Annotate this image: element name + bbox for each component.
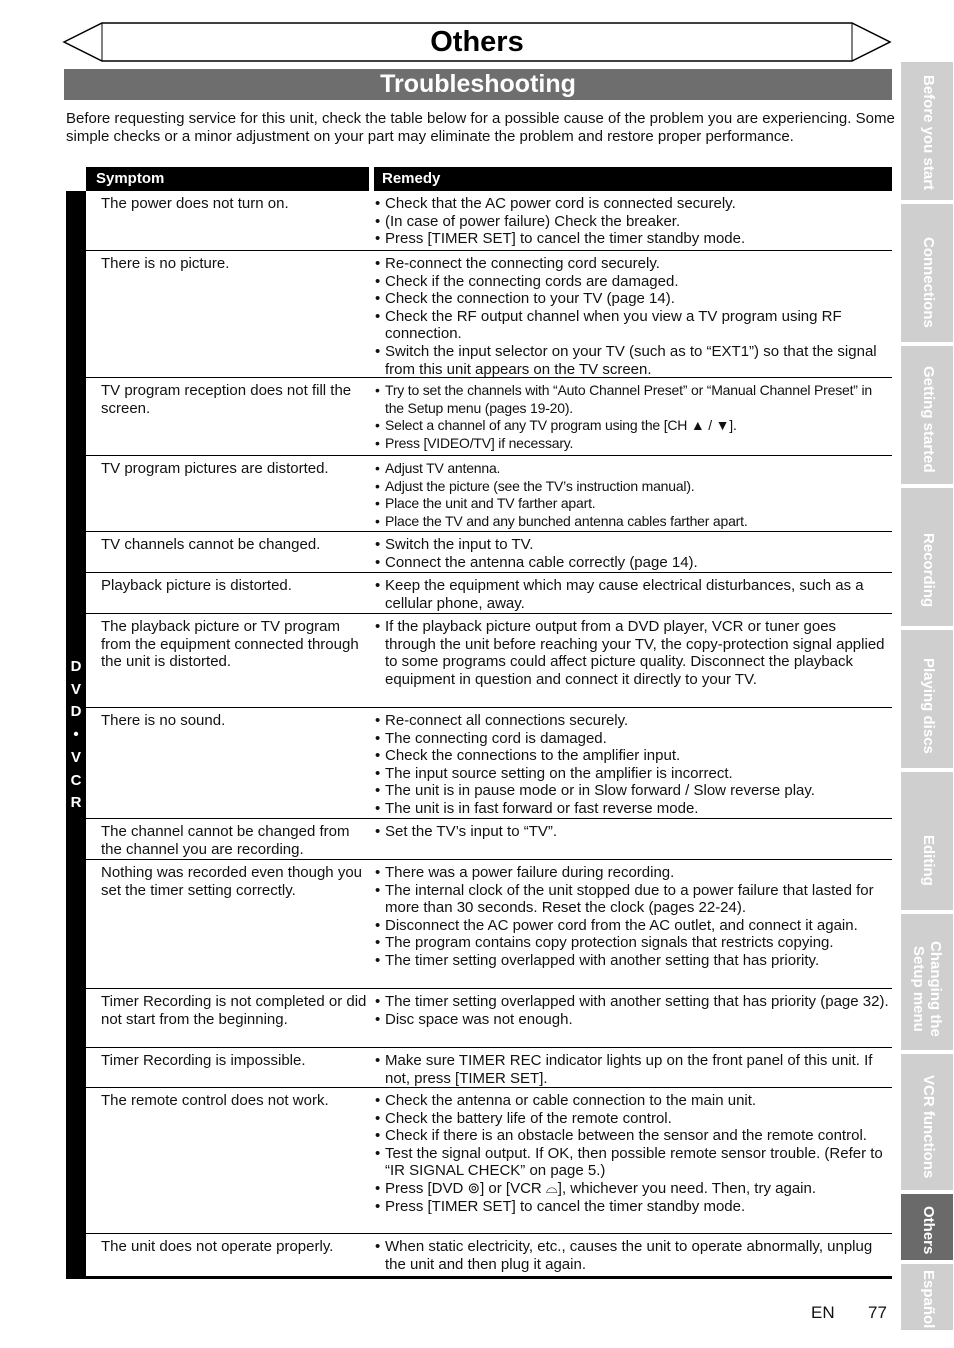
table-row xyxy=(86,251,892,378)
footer-language: EN xyxy=(811,1303,835,1322)
symptom-cell: Nothing was recorded even though you set the timer setting correctly. xyxy=(101,864,363,899)
tab-label: Getting started xyxy=(920,365,937,473)
symptom-cell: Timer Recording is not completed or did not start from the beginning. xyxy=(101,993,367,1028)
remedy-item: • Re-connect the connecting cord securely. xyxy=(375,255,891,273)
side-label-char: D xyxy=(70,703,82,721)
remedy-cell xyxy=(375,382,891,452)
remedy-item: • Keep the equipment which may cause electrical disturbances, such as a cellular phone, away. xyxy=(375,577,891,612)
remedy-item: • Check the RF output channel when you view a TV program using RF connection. xyxy=(375,308,891,343)
page-title: Others xyxy=(430,26,524,58)
tab-label: Editing xyxy=(920,834,937,886)
symptom-cell: Timer Recording is impossible. xyxy=(101,1052,306,1069)
tab-playing-discs[interactable] xyxy=(901,630,953,768)
symptom-cell: There is no sound. xyxy=(101,712,226,729)
tab-label: Playing discs xyxy=(920,658,937,754)
side-label-char: D xyxy=(70,658,82,675)
remedy-item: • Press [TIMER SET] to cancel the timer standby mode. xyxy=(375,1198,891,1216)
header-banner xyxy=(62,20,892,64)
remedy-item: • When static electricity, etc., causes the unit to operate abnormally, unplug the unit and then plug it again. xyxy=(375,1238,891,1273)
symptom-cell: TV program reception does not fill the screen. xyxy=(101,382,352,417)
remedy-cell xyxy=(375,577,891,612)
tab-getting-started[interactable] xyxy=(901,346,953,484)
symptom-cell: Playback picture is distorted. xyxy=(101,577,292,594)
remedy-item: • Set the TV’s input to “TV”. xyxy=(375,823,891,841)
remedy-item: • Check the antenna or cable connection to the main unit. xyxy=(375,1092,891,1110)
symptom-cell: The remote control does not work. xyxy=(101,1092,329,1109)
table-row xyxy=(86,708,892,819)
table-row xyxy=(86,532,892,573)
remedy-item: • The connecting cord is damaged. xyxy=(375,730,891,748)
remedy-item: • If the playback picture output from a DVD player, VCR or tuner goes through the unit before reaching your TV, the copy-protection signal applied to some programs could affect picture quality. Disconnect the playback equipment in question and connect it directly to your TV. xyxy=(375,618,891,688)
remedy-item: • The unit is in fast forward or fast reverse mode. xyxy=(375,800,891,818)
table-row xyxy=(86,860,892,989)
tab-label: Connections xyxy=(920,236,937,328)
remedy-item: • Check the battery life of the remote control. xyxy=(375,1110,891,1128)
tab-label: VCR functions xyxy=(920,1075,937,1179)
tab-others[interactable] xyxy=(901,1194,953,1260)
remedy-item: • Select a channel of any TV program using the [CH ▲ / ▼]. xyxy=(375,417,891,435)
intro-text: Before requesting service for this unit, check the table below for a possible cause of the problem you are experiencing. Some simple checks or a minor adjustment on your part may eliminate the problem and restore proper performance. xyxy=(66,110,895,145)
table-row xyxy=(86,573,892,614)
remedy-item: • Check if there is an obstacle between the sensor and the remote control. xyxy=(375,1127,891,1145)
remedy-item: • Place the TV and any bunched antenna cables farther apart. xyxy=(375,513,891,531)
symptom-cell: TV channels cannot be changed. xyxy=(101,536,321,553)
symptom-cell: The playback picture or TV program from the equipment connected through the unit is distorted. xyxy=(101,618,359,671)
remedy-cell xyxy=(375,536,891,571)
remedy-item: • Place the unit and TV farther apart. xyxy=(375,495,891,513)
remedy-item: • Check the connections to the amplifier input. xyxy=(375,747,891,765)
remedy-item: • Press [DVD ⊚] or [VCR ⌓], whichever you need. Then, try again. xyxy=(375,1180,891,1198)
table-row xyxy=(86,378,892,456)
remedy-cell xyxy=(375,618,891,688)
table-row xyxy=(86,819,892,860)
remedy-item: • Check if the connecting cords are damaged. xyxy=(375,273,891,291)
table-row xyxy=(86,614,892,708)
symptom-cell: There is no picture. xyxy=(101,255,230,272)
table-bottom-rule xyxy=(66,1276,892,1279)
remedy-item: • Check the connection to your TV (page 14). xyxy=(375,290,891,308)
symptom-cell: TV program pictures are distorted. xyxy=(101,460,329,477)
side-label-char: • xyxy=(73,726,79,744)
remedy-item: • The internal clock of the unit stopped due to a power failure that lasted for more than 30 seconds. Reset the clock (pages 22-24). xyxy=(375,882,891,917)
remedy-item: • The unit is in pause mode or in Slow forward / Slow reverse play. xyxy=(375,782,891,800)
remedy-item: • The timer setting overlapped with another setting that has priority (page 32). xyxy=(375,993,891,1011)
symptom-column-header: Symptom xyxy=(86,167,369,191)
remedy-item: • Press [VIDEO/TV] if necessary. xyxy=(375,435,891,453)
side-label-char: V xyxy=(70,680,81,698)
remedy-item: • The program contains copy protection signals that restricts copying. xyxy=(375,934,891,952)
remedy-item: • Switch the input to TV. xyxy=(375,536,891,554)
tab-before-you-start[interactable] xyxy=(901,62,953,200)
remedy-item: • Make sure TIMER REC indicator lights up on the front panel of this unit. If not, press [TIMER SET]. xyxy=(375,1052,891,1087)
side-label-char: C xyxy=(70,771,82,789)
dvd-vcr-label xyxy=(66,656,86,815)
tab-vcr-functions[interactable] xyxy=(901,1054,953,1190)
remedy-cell xyxy=(375,1238,891,1273)
remedy-cell xyxy=(375,255,891,378)
tab-connections[interactable] xyxy=(901,204,953,342)
remedy-item: • (In case of power failure) Check the breaker. xyxy=(375,213,891,231)
remedy-cell xyxy=(375,195,891,248)
page-number: 77 xyxy=(868,1303,887,1322)
tab-label: Español xyxy=(920,1269,937,1329)
tab-changing-setup-menu[interactable] xyxy=(901,914,953,1050)
tab-label: Before you start xyxy=(920,75,937,191)
remedy-item: • Connect the antenna cable correctly (page 14). xyxy=(375,554,891,572)
table-row xyxy=(86,456,892,532)
symptom-cell: The power does not turn on. xyxy=(101,195,289,212)
remedy-item: • Switch the input selector on your TV (such as to “EXT1”) so that the signal from this unit appears on the TV screen. xyxy=(375,343,891,378)
section-title: Troubleshooting xyxy=(64,69,892,100)
tab-recording[interactable] xyxy=(901,488,953,626)
remedy-cell xyxy=(375,823,891,841)
table-row xyxy=(86,1234,892,1276)
remedy-cell xyxy=(375,712,891,818)
remedy-cell xyxy=(375,993,891,1028)
table-row xyxy=(86,989,892,1048)
remedy-item: • Adjust the picture (see the TV’s instruction manual). xyxy=(375,478,891,496)
tab-label: Changing the Setup menu xyxy=(910,941,944,1037)
symptom-cell: The channel cannot be changed from the channel you are recording. xyxy=(101,823,350,858)
remedy-item: • Test the signal output. If OK, then possible remote sensor trouble. (Refer to “IR SIGNAL CHECK” on page 5.) xyxy=(375,1145,891,1180)
remedy-item: • Check that the AC power cord is connected securely. xyxy=(375,195,891,213)
table-row xyxy=(86,191,892,251)
remedy-cell xyxy=(375,864,891,970)
table-row xyxy=(86,1048,892,1088)
remedy-item: • Re-connect all connections securely. xyxy=(375,712,891,730)
remedy-item: • There was a power failure during recording. xyxy=(375,864,891,882)
remedy-item: • Try to set the channels with “Auto Channel Preset” or “Manual Channel Preset” in the Setup menu (pages 19-20). xyxy=(375,382,891,417)
tab-espanol[interactable] xyxy=(901,1264,953,1330)
remedy-item: • Press [TIMER SET] to cancel the timer standby mode. xyxy=(375,230,891,248)
tab-editing[interactable] xyxy=(901,772,953,910)
side-label-char: R xyxy=(70,794,82,812)
remedy-item: • Adjust TV antenna. xyxy=(375,460,891,478)
symptom-cell: The unit does not operate properly. xyxy=(101,1238,334,1255)
tab-label: Recording xyxy=(920,532,937,608)
tab-label: Others xyxy=(920,1205,937,1255)
remedy-item: • The input source setting on the amplifier is incorrect. xyxy=(375,765,891,783)
remedy-item: • Disconnect the AC power cord from the AC outlet, and connect it again. xyxy=(375,917,891,935)
remedy-cell xyxy=(375,1092,891,1215)
table-row xyxy=(86,1088,892,1234)
remedy-column-header: Remedy xyxy=(374,167,892,191)
remedy-cell xyxy=(375,1052,891,1087)
side-label-char: V xyxy=(70,748,81,766)
remedy-cell xyxy=(375,460,891,530)
remedy-item: • The timer setting overlapped with another setting that has priority. xyxy=(375,952,891,970)
remedy-item: • Disc space was not enough. xyxy=(375,1011,891,1029)
